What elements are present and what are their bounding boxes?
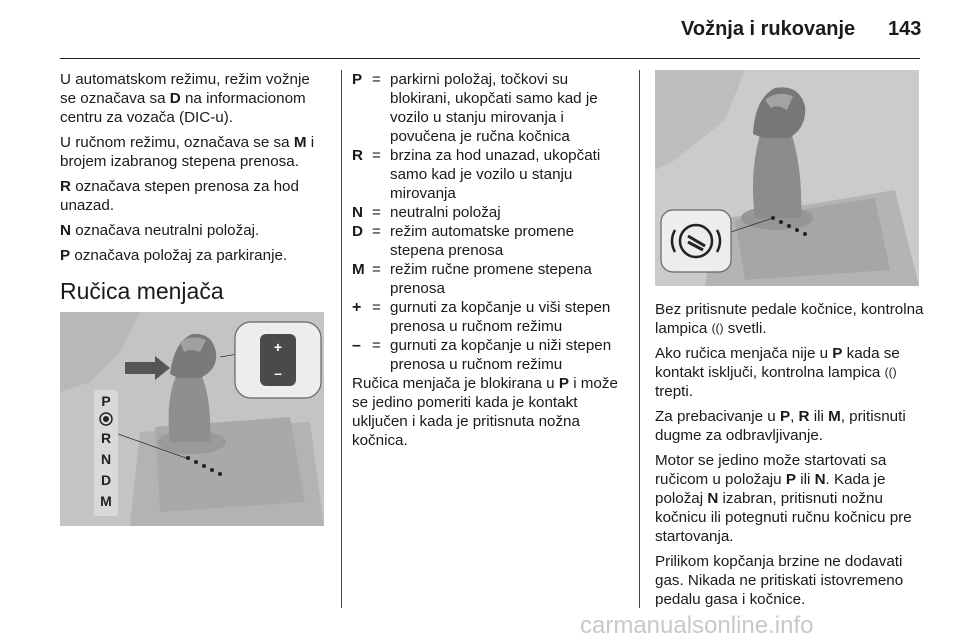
section-title: Ručica menjača: [60, 278, 224, 304]
paragraph: Prilikom kopčanja brzine ne dodavati gas. Nikada ne pritiskati istovremeno pedalu gasa i kočnice.: [655, 553, 904, 608]
definition-item: R = brzina za hod unazad, ukopčati samo kad je vozilo u stanju mirovanja: [352, 147, 601, 202]
gear-label-r: R: [100, 430, 112, 446]
paragraph: P označava položaj za parkiranje.: [60, 247, 288, 264]
paragraph: N označava neutralni položaj.: [60, 222, 260, 239]
paragraph: U ručnom režimu, označava se sa M i brojem izabranog stepena prenosa.: [60, 134, 315, 170]
paragraph: Ručica menjača je blokirana u P i može se jedino pomeriti kada je kontakt uključen i kada je pritisnuta nožna kočnica.: [352, 375, 618, 449]
definition-list: [352, 70, 628, 374]
column-divider-1: [341, 70, 342, 608]
minus-marker: –: [274, 365, 282, 381]
watermark: carmanualsonline.info: [580, 612, 814, 639]
plus-marker: +: [273, 339, 283, 355]
page-number: 143: [888, 18, 922, 40]
definition-item: + = gurnuti za kopčanje u viši stepen prenosa u ručnom režimu: [352, 299, 611, 335]
gear-label-d: D: [100, 472, 112, 488]
gear-label-m: M: [100, 493, 112, 509]
column-3: [655, 300, 927, 615]
column-2: [352, 70, 628, 456]
paragraph: R označava stepen prenosa za hod unazad.: [60, 178, 299, 214]
brake-warning-icon: ((): [711, 321, 724, 335]
gear-lever-illustration: [60, 312, 324, 526]
paragraph: Ako ručica menjača nije u P kada se kontakt isključi, kontrolna lampica (() trepti.: [655, 345, 900, 400]
column-divider-2: [639, 70, 640, 608]
gear-label-n: N: [100, 451, 112, 467]
paragraph: Bez pritisnute pedale kočnice, kontrolna lampica (() svetli.: [655, 301, 924, 337]
header-divider: [60, 58, 920, 59]
brake-warning-icon: ((): [884, 365, 897, 379]
definition-item: – = gurnuti za kopčanje u niži stepen prenosa u ručnom režimu: [352, 337, 612, 373]
paragraph: Motor se jedino može startovati sa ručicom u položaju P ili N. Kada je položaj N izabran, pritisnuti nožnu kočnicu ili potegnuti ručnu kočnicu pre startovanja.: [655, 452, 912, 545]
definition-item: N = neutralni položaj: [352, 204, 501, 221]
definition-item: D = režim automatske promene stepena prenosa: [352, 223, 575, 259]
paragraph: U automatskom režimu, režim vožnje se označava sa D na informacionom centru za vozača (DIC-u).: [60, 71, 310, 126]
definition-item: M = režim ručne promene stepena prenosa: [352, 261, 592, 297]
column-1: [60, 70, 330, 305]
page-header-title: Vožnja i rukovanje: [681, 18, 856, 40]
definition-item: P = parkirni položaj, točkovi su blokirani, ukopčati samo kad je vozilo u stanju mirovanja i povučena je ručna kočnica: [352, 71, 598, 145]
gear-lever-brake-lamp-illustration: [655, 70, 919, 286]
paragraph: Za prebacivanje u P, R ili M, pritisnuti dugme za odbravljivanje.: [655, 408, 906, 444]
gear-label-p: P: [101, 393, 111, 409]
